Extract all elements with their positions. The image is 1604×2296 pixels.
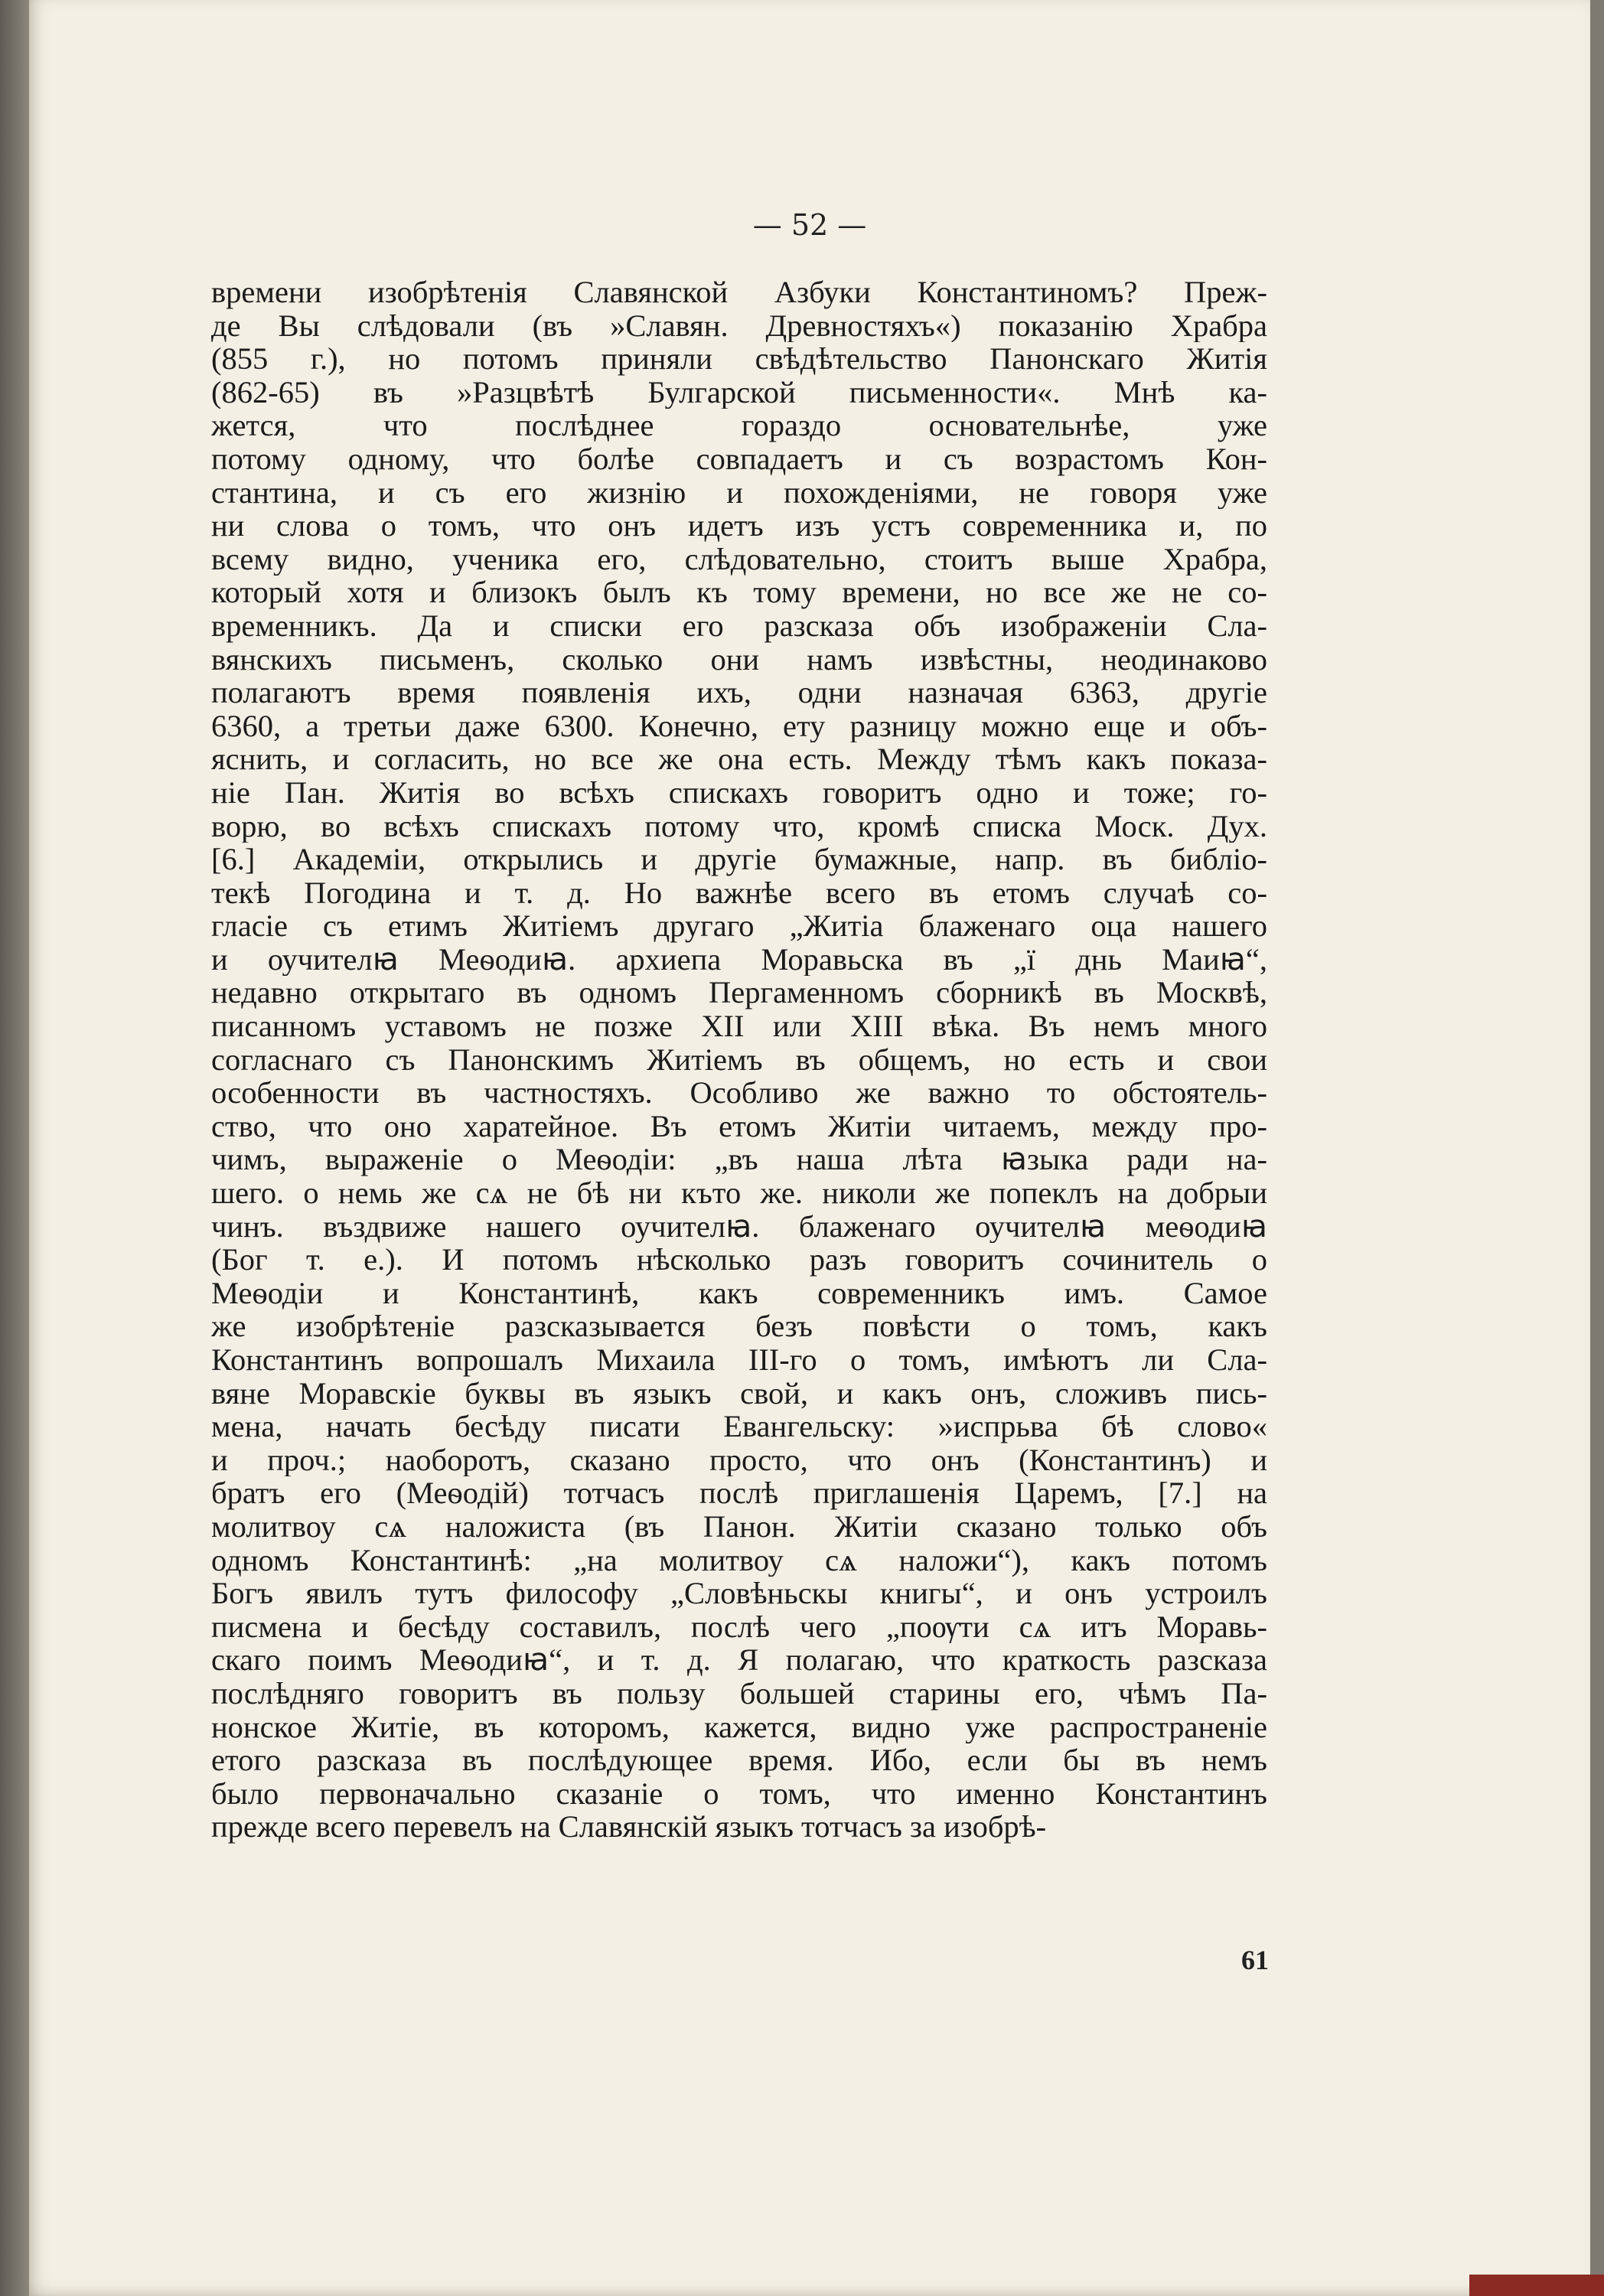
text-line: (862-65) въ »Разцвѣтѣ Булгарской письменности«. Мнѣ ка- <box>211 375 1267 409</box>
text-line: вянскихъ письменъ, сколько они намъ извѣстны, неодинаково <box>211 642 1267 677</box>
text-line: особенности въ частностяхъ. Особливо же важно то обстоятель- <box>211 1076 1267 1110</box>
book-page <box>29 0 1590 2296</box>
text-line: скаго поимъ Меѳодиꙗ“, и т. д. Я полагаю, что краткость разсказа <box>211 1643 1267 1677</box>
text-line: ворю, во всѣхъ спискахъ потому что, кромѣ списка Моск. Дух. <box>211 809 1267 843</box>
text-line: мена, начать бесѣду писати Евангельску: »испрьва бѣ слово« <box>211 1410 1267 1443</box>
page-gutter-shadow <box>0 0 29 2296</box>
text-line: полагаютъ время появленія ихъ, одни назначая 6363, другіе <box>211 676 1267 709</box>
text-line: шего. о немь же сѧ не бѣ ни къто же. николи же попеклъ на добрыи <box>211 1176 1267 1210</box>
text-line: ни слова о томъ, что онъ идетъ изъ устъ современника и, по <box>211 509 1267 543</box>
text-line: текѣ Погодина и т. д. Но важнѣе всего въ етомъ случаѣ со- <box>211 876 1267 910</box>
text-line: де Вы слѣдовали (въ »Славян. Древностяхъ«) показанію Храбра <box>211 308 1267 343</box>
text-line: и оучителꙗ Меѳодиꙗ. архиепа Моравьска въ „ї днь Маиꙗ“, <box>211 942 1267 977</box>
text-line: нонское Житіе, въ которомъ, кажется, видно уже распространеніе <box>211 1710 1267 1744</box>
text-line: писмена и бесѣду составилъ, послѣ чего „поѹти сѧ итъ Моравь- <box>211 1609 1267 1644</box>
text-line: одномъ Константинѣ: „на молитвоу сѧ наложи“), какъ потомъ <box>211 1543 1267 1577</box>
text-line: етого разсказа въ послѣдующее время. Ибо, если бы въ немъ <box>211 1743 1267 1777</box>
text-line: вяне Моравскіе буквы въ языкъ свой, и какъ онъ, сложивъ пись- <box>211 1376 1267 1411</box>
text-line: временникъ. Да и списки его разсказа объ изображеніи Сла- <box>211 608 1267 643</box>
text-line: 6360, а третьи даже 6300. Конечно, ету разницу можно еще и объ- <box>211 709 1267 743</box>
text-line: Меѳодіи и Константинѣ, какъ современникъ имъ. Самое <box>211 1276 1267 1310</box>
text-line: Константинъ вопрошалъ Михаила III-го о томъ, имѣютъ ли Сла- <box>211 1343 1267 1377</box>
running-head: — 52 — <box>752 208 867 242</box>
text-line: гласіе съ етимъ Житіемъ другаго „Житіа блаженаго оца нашего <box>211 909 1267 943</box>
text-line: чинъ. въздвиже нашего оучителꙗ. блаженаго оучителꙗ меѳодиꙗ <box>211 1209 1267 1244</box>
text-line: ніе Пан. Житія во всѣхъ спискахъ говоритъ одно и тоже; го- <box>211 775 1267 810</box>
text-line: недавно открытаго въ одномъ Пергаменномъ сборникѣ въ Москвѣ, <box>211 976 1267 1010</box>
text-line: [6.] Академіи, открылись и другіе бумажные, напр. въ библіо- <box>211 843 1267 876</box>
text-line: было первоначально сказаніе о томъ, что именно Константинъ <box>211 1776 1267 1811</box>
text-line: и проч.; наоборотъ, сказано просто, что онъ (Константинъ) и <box>211 1443 1267 1477</box>
text-line: Богъ явилъ тутъ философу „Словѣньскы книгы“, и онъ устроилъ <box>211 1577 1267 1610</box>
text-line: яснить, и согласить, но все же она есть. Между тѣмъ какъ показа- <box>211 742 1267 776</box>
text-line: же изобрѣтеніе разсказывается безъ повѣсти о томъ, какъ <box>211 1309 1267 1343</box>
text-line: потому одному, что болѣе совпадаетъ и съ возрастомъ Кон- <box>211 442 1267 476</box>
body-text <box>211 276 1267 1844</box>
text-line: стантина, и съ его жизнію и похожденіями, не говоря уже <box>211 475 1267 510</box>
text-line: послѣдняго говоритъ въ пользу большей старины его, чѣмъ Па- <box>211 1676 1267 1711</box>
text-line: жется, что послѣднее гораздо основательнѣе, уже <box>211 409 1267 442</box>
text-line: который хотя и близокъ былъ къ тому времени, но все же не со- <box>211 576 1267 609</box>
text-line: чимъ, выраженіе о Меѳодіи: „въ наша лѣта ꙗзыка ради на- <box>211 1143 1267 1177</box>
text-line: прежде всего перевелъ на Славянскій языкъ тотчасъ за изобрѣ- <box>211 1810 1047 1844</box>
text-line: (Бог т. е.). И потомъ нѣсколько разъ говоритъ сочинитель о <box>211 1243 1267 1277</box>
text-line: согласнаго съ Панонскимъ Житіемъ въ общемъ, но есть и свои <box>211 1042 1267 1077</box>
text-line: братъ его (Меѳодій) тотчасъ послѣ приглашенія Царемъ, [7.] на <box>211 1476 1267 1510</box>
text-line: (855 г.), но потомъ приняли свѣдѣтельство Панонскаго Житія <box>211 342 1267 376</box>
text-line: времени изобрѣтенія Славянской Азбуки Константиномъ? Преж- <box>211 276 1267 309</box>
text-line: молитвоу сѧ наложиста (въ Панон. Житіи сказано только объ <box>211 1509 1267 1544</box>
text-line: писанномъ уставомъ не позже XII или XIII вѣка. Въ немъ много <box>211 1009 1267 1043</box>
page-folio-number: 61 <box>1241 1945 1269 1975</box>
bottom-edge-marker <box>1469 2275 1604 2296</box>
text-line: ство, что оно харатейное. Въ етомъ Житіи читаемъ, между про- <box>211 1109 1267 1143</box>
text-line: всему видно, ученика его, слѣдовательно, стоитъ выше Храбра, <box>211 542 1267 576</box>
